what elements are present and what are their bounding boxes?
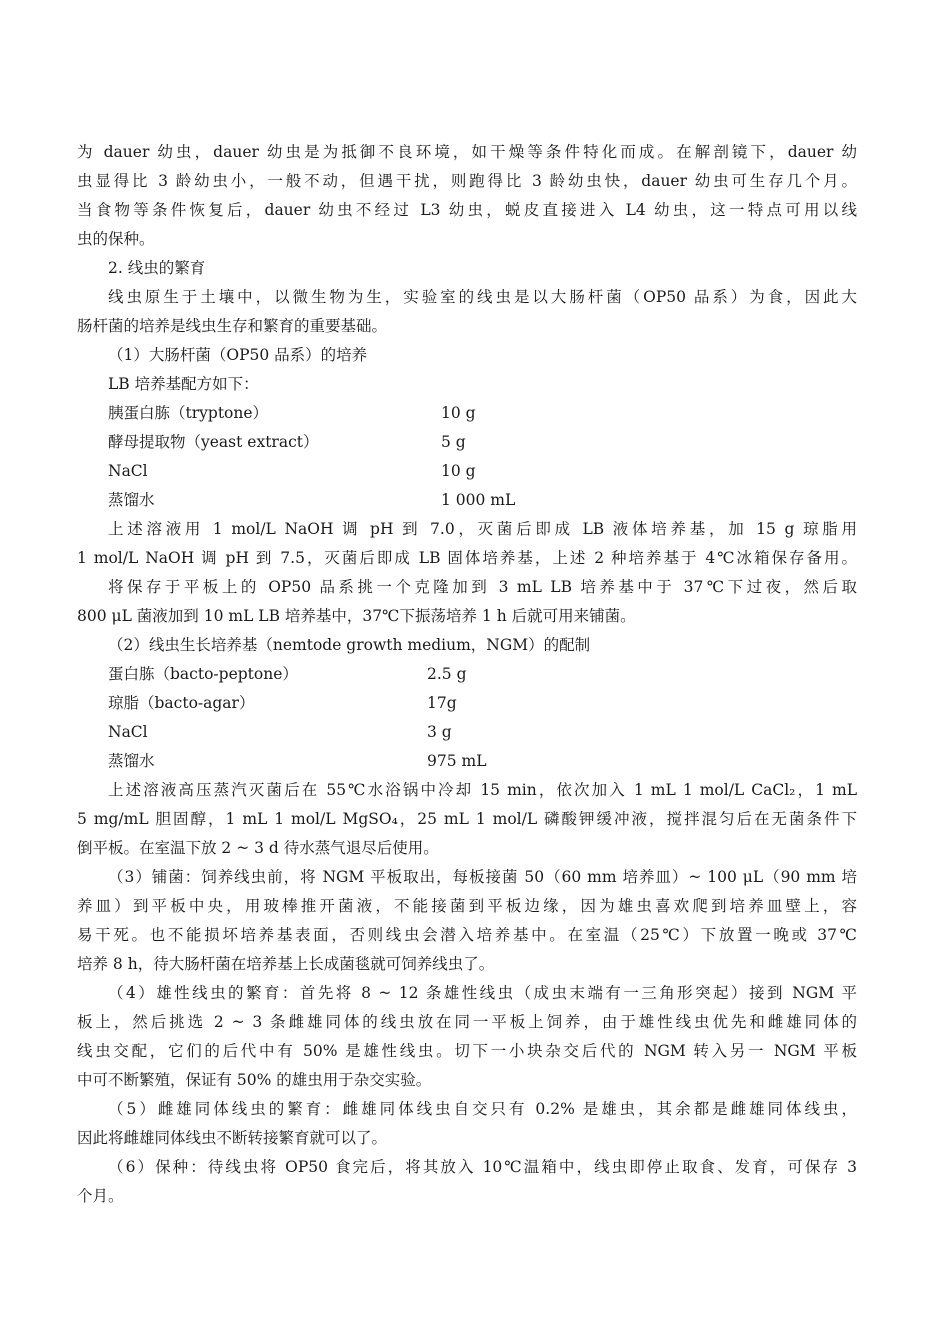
ingredient-name: NaCl	[108, 462, 148, 480]
ingredient-name: 蒸馏水	[108, 491, 155, 509]
paragraph-dauer	[77, 138, 857, 254]
paragraph-ngm	[77, 776, 857, 863]
ingredient-amount: 10 g	[441, 404, 476, 422]
recipe-row	[77, 747, 857, 776]
text-line: （3）铺菌：饲养线虫前，将 NGM 平板取出，每板接菌 50（60 mm 培养皿）~ 100 μL（90 mm 培	[108, 868, 857, 886]
paragraph-step3	[77, 863, 857, 979]
paragraph-step4	[77, 979, 857, 1095]
text-line: 为 dauer 幼虫，dauer 幼虫是为抵御不良环境，如干燥等条件特化而成。在解剖镜下，dauer 幼	[77, 143, 857, 161]
text-line: 个月。	[77, 1187, 124, 1205]
text-line: 当食物等条件恢复后，dauer 幼虫不经过 L3 幼虫，蜕皮直接进入 L4 幼虫，这一特点可用以线	[77, 201, 857, 219]
document-body	[77, 138, 857, 1211]
ingredient-amount: 975 mL	[427, 752, 487, 770]
text-line: 1 mol/L NaOH 调 pH 到 7.5，灭菌后即成 LB 固体培养基，上述 2 种培养基于 4℃冰箱保存备用。	[77, 549, 857, 567]
text-line: （4）雄性线虫的繁育：首先将 8 ~ 12 条雄性线虫（成虫末端有一三角形突起）接到 NGM 平	[108, 984, 857, 1002]
recipe-row	[77, 689, 857, 718]
recipe-row	[77, 718, 857, 747]
paragraph-step5	[77, 1095, 857, 1153]
ingredient-name: 蛋白胨（bacto-peptone）	[108, 665, 298, 683]
recipe-row	[77, 457, 857, 486]
recipe-row	[77, 486, 857, 515]
text-line: 养皿）到平板中央，用玻棒推开菌液，不能接菌到平板边缘，因为雄虫喜欢爬到培养皿壁上，容	[77, 897, 857, 915]
text-line: （6）保种：待线虫将 OP50 食完后，将其放入 10℃温箱中，线虫即停止取食、发育，可保存 3	[108, 1158, 857, 1176]
ingredient-amount: 17g	[427, 694, 457, 712]
recipe-row	[77, 428, 857, 457]
subsection-heading: （1）大肠杆菌（OP50 品系）的培养	[108, 346, 368, 364]
paragraph-intro	[77, 283, 857, 341]
section-heading: 2. 线虫的繁育	[108, 259, 206, 277]
text-line: 中可不断繁殖，保证有 50% 的雄虫用于杂交实验。	[77, 1071, 432, 1089]
ingredient-name: 琼脂（bacto-agar）	[108, 694, 255, 712]
subsection-heading: （2）线虫生长培养基（nemtode growth medium，NGM）的配制	[108, 636, 591, 654]
ingredient-amount: 5 g	[441, 433, 466, 451]
ingredient-amount: 3 g	[427, 723, 452, 741]
text-line: 虫的保种。	[77, 230, 155, 248]
ingredient-amount: 2.5 g	[427, 665, 467, 683]
lb-recipe-table	[77, 399, 857, 515]
text-line: 线虫原生于土壤中，以微生物为生，实验室的线虫是以大肠杆菌（OP50 品系）为食，因此大	[108, 288, 857, 306]
recipe-row	[77, 660, 857, 689]
text-line: 上述溶液用 1 mol/L NaOH 调 pH 到 7.0，灭菌后即成 LB 液体培养基，加 15 g 琼脂用	[108, 520, 857, 538]
text-line: 易干死。也不能损坏培养基表面，否则线虫会潜入培养基中。在室温（25℃）下放置一晚或 37℃	[77, 926, 857, 944]
text-line: （5）雌雄同体线虫的繁育：雌雄同体线虫自交只有 0.2% 是雄虫，其余都是雌雄同体线虫，	[108, 1100, 857, 1118]
text-line: 板上，然后挑选 2 ~ 3 条雌雄同体的线虫放在同一平板上饲养，由于雄性线虫优先和雌雄同体的	[77, 1013, 857, 1031]
text-line: 肠杆菌的培养是线虫生存和繁育的重要基础。	[77, 317, 388, 335]
ingredient-name: 蒸馏水	[108, 752, 155, 770]
paragraph-op50	[77, 573, 857, 631]
recipe-row	[77, 399, 857, 428]
text-line: 线虫交配，它们的后代中有 50% 是雄性线虫。切下一小块杂交后代的 NGM 转入另一 NGM 平板	[77, 1042, 857, 1060]
ingredient-amount: 1 000 mL	[441, 491, 516, 509]
paragraph-lb	[77, 515, 857, 573]
formula-label: LB 培养基配方如下：	[108, 375, 259, 393]
text-line: 上述溶液高压蒸汽灭菌后在 55℃水浴锅中冷却 15 min，依次加入 1 mL 1 mol/L CaCl₂，1 mL	[108, 781, 857, 799]
ngm-recipe-table	[77, 660, 857, 776]
text-line: 培养 8 h，待大肠杆菌在培养基上长成菌毯就可饲养线虫了。	[77, 955, 495, 973]
text-line: 5 mg/mL 胆固醇，1 mL 1 mol/L MgSO₄，25 mL 1 mol/L 磷酸钾缓冲液，搅拌混匀后在无菌条件下	[77, 810, 857, 828]
text-line: 因此将雌雄同体线虫不断转接繁育就可以了。	[77, 1129, 388, 1147]
ingredient-name: NaCl	[108, 723, 148, 741]
ingredient-name: 胰蛋白胨（tryptone）	[108, 404, 269, 422]
paragraph-step6	[77, 1153, 857, 1211]
text-line: 将保存于平板上的 OP50 品系挑一个克隆加到 3 mL LB 培养基中于 37℃下过夜，然后取	[108, 578, 857, 596]
ingredient-amount: 10 g	[441, 462, 476, 480]
text-line: 倒平板。在室温下放 2 ~ 3 d 待水蒸气退尽后使用。	[77, 839, 439, 857]
text-line: 800 μL 菌液加到 10 mL LB 培养基中，37℃下振荡培养 1 h 后就可用来铺菌。	[77, 607, 636, 625]
text-line: 虫显得比 3 龄幼虫小，一般不动，但遇干扰，则跑得比 3 龄幼虫快，dauer 幼虫可生存几个月。	[77, 172, 857, 190]
ingredient-name: 酵母提取物（yeast extract）	[108, 433, 319, 451]
